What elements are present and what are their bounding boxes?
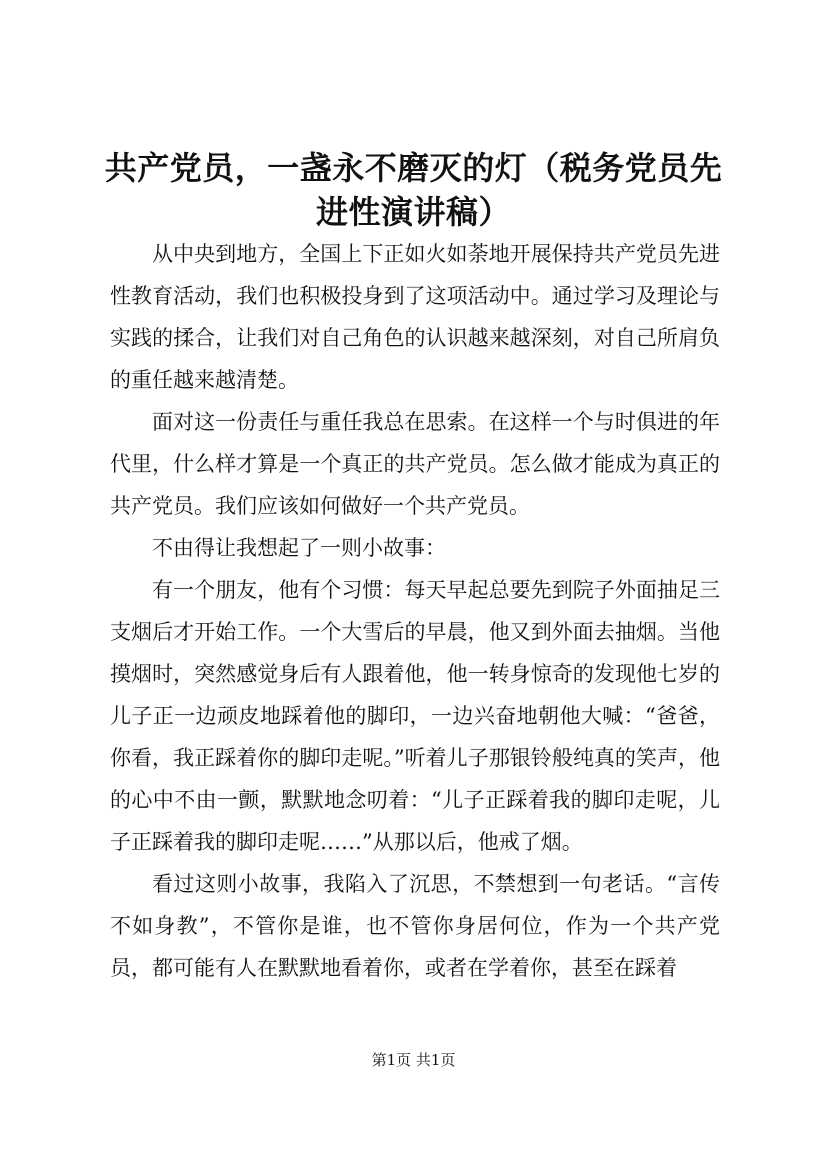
paragraph: 有一个朋友，他有个习惯：每天早起总要先到院子外面抽足三支烟后才开始工作。一个大雪后的早晨，他又到外面去抽烟。当他摸烟时，突然感觉身后有人跟着他，他一转身惊奇的发现他七岁的儿子正一边顽皮地踩着他的脚印，一边兴奋地朝他大喊：“爸爸，你看，我正踩着你的脚印走呢。”听着儿子那银铃般纯真的笑声，他的心中不由一颤，默默地念叨着：“儿子正踩着我的脚印走呢，儿子正踩着我的脚印走呢……”从那以后，他戒了烟。	[110, 578, 720, 854]
paragraph: 从中央到地方，全国上下正如火如荼地开展保持共产党员先进性教育活动，我们也积极投身到了这项活动中。通过学习及理论与实践的揉合，让我们对自己角色的认识越来越深刻，对自己所肩负的重任越来越清楚。	[110, 242, 720, 392]
paragraph: 不由得让我想起了一则小故事：	[152, 536, 446, 560]
document-title: 共产党员，一盏永不磨灭的灯（税务党员先进性演讲稿）	[104, 149, 723, 231]
paragraph: 面对这一份责任与重任我总在思索。在这样一个与时俱进的年代里，什么样才算是一个真正的共产党员。怎么做才能成为真正的共产党员。我们应该如何做好一个共产党员。	[110, 410, 720, 518]
document-body	[110, 233, 720, 989]
paragraph: 看过这则小故事，我陷入了沉思，不禁想到一句老话。“言传不如身教”，不管你是谁，也不管你身居何位，作为一个共产党员，都可能有人在默默地看着你，或者在学着你，甚至在踩着	[110, 872, 720, 980]
page-number-footer: 第1页 共1页	[371, 1051, 456, 1069]
